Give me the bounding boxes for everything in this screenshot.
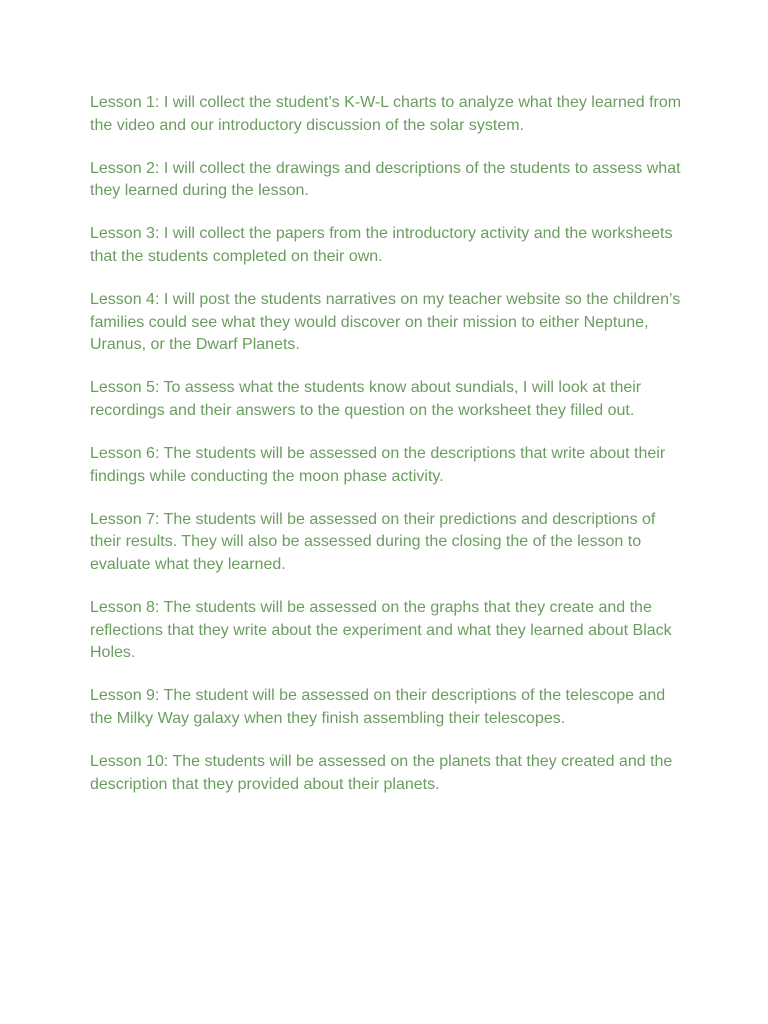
lesson-7-assessment: Lesson 7: The students will be assessed on their predictions and descriptions of their results. They will also be assessed during the closing the of the lesson to evaluate what they learned.	[90, 510, 656, 573]
lesson-assessment-list	[90, 92, 690, 796]
lesson-9-assessment: Lesson 9: The student will be assessed on their descriptions of the telescope and the Milky Way galaxy when they finish assembling their telescopes.	[90, 687, 666, 727]
lesson-8-assessment: Lesson 8: The students will be assessed on the graphs that they create and the reflections that they write about the experiment and what they learned about Black Holes.	[90, 599, 672, 662]
lesson-5-assessment: Lesson 5: To assess what the students know about sundials, I will look at their recordings and their answers to the question on the worksheet they filled out.	[90, 379, 642, 419]
lesson-1-assessment: Lesson 1: I will collect the student’s K-W-L charts to analyze what they learned from the video and our introductory discussion of the solar system.	[90, 94, 682, 134]
lesson-3-assessment: Lesson 3: I will collect the papers from the introductory activity and the worksheets that the students completed on their own.	[90, 225, 673, 265]
lesson-10-assessment: Lesson 10: The students will be assessed on the planets that they created and the description that they provided about their planets.	[90, 752, 673, 793]
lesson-6-assessment: Lesson 6: The students will be assessed on the descriptions that write about their findings while conducting the moon phase activity.	[90, 445, 666, 485]
lesson-2-assessment: Lesson 2: I will collect the drawings and descriptions of the students to assess what they learned during the lesson.	[90, 159, 681, 200]
lesson-4-assessment: Lesson 4: I will post the students narratives on my teacher website so the children’s families could see what they would discover on their mission to either Neptune, Uranus, or the Dwarf Planets.	[90, 291, 681, 354]
